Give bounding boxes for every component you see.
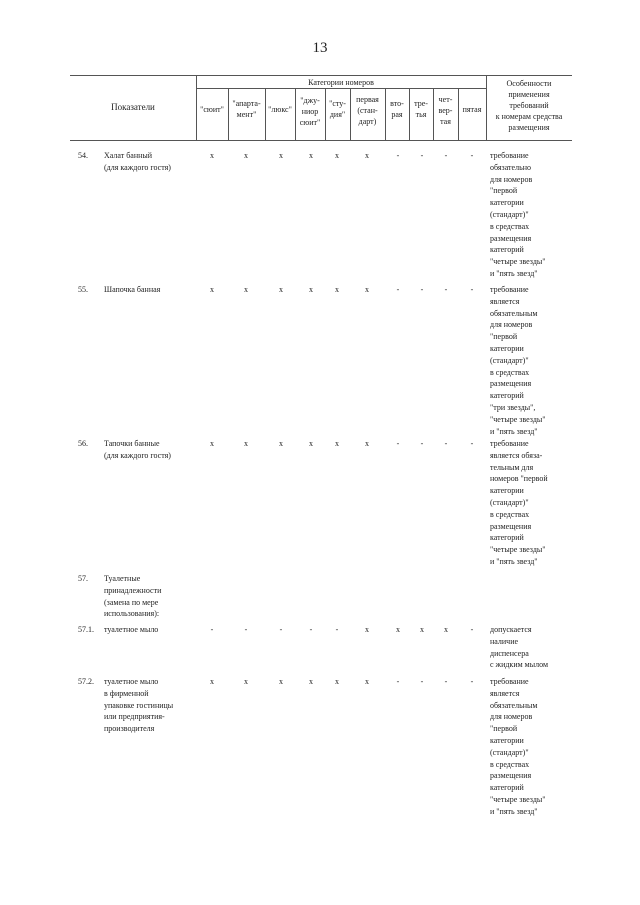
row-number: 55.	[78, 285, 88, 294]
category-mark: x	[335, 677, 339, 686]
row-indicator-name: туалетное мыло в фирменной упаковке гостиницы или предприятия- производителя	[104, 677, 174, 734]
category-header: чет- вер- тая	[438, 95, 453, 126]
row-number: 57.2.	[78, 677, 94, 686]
category-header: "сюит"	[200, 105, 224, 114]
category-mark: x	[244, 151, 248, 160]
category-mark: x	[335, 285, 339, 294]
category-mark: x	[309, 439, 313, 448]
row-feature-note: допускается наличие диспенсера с жидким мылом	[490, 625, 548, 670]
category-mark: -	[470, 677, 474, 686]
category-mark: -	[470, 625, 474, 634]
category-header: "апарта- мент"	[232, 99, 261, 119]
category-mark: -	[396, 151, 400, 160]
category-header: "джу- ниор сюит"	[299, 96, 321, 127]
category-header: первая (стан- дарт)	[356, 95, 379, 126]
category-mark: x	[210, 151, 214, 160]
category-mark: -	[420, 151, 424, 160]
category-mark: -	[244, 625, 248, 634]
category-mark: x	[309, 285, 313, 294]
category-mark: -	[420, 439, 424, 448]
category-mark: -	[396, 439, 400, 448]
category-mark: -	[309, 625, 313, 634]
row-feature-note: требование является обяза- тельным для номеров "первой категории (стандарт)" в средствах размещения категорий "четыре звезды" и "пять звезд"	[490, 439, 548, 566]
features-header: Особенности применения требований к номерам средства размещения	[495, 79, 563, 132]
category-mark: x	[444, 625, 448, 634]
category-mark: x	[210, 285, 214, 294]
category-header: пятая	[462, 105, 482, 114]
category-mark: -	[470, 439, 474, 448]
category-header: вто- рая	[390, 99, 404, 119]
category-mark: x	[365, 625, 369, 634]
row-number: 57.	[78, 574, 88, 583]
row-indicator-name: Туалетные принадлежности (замена по мере использования):	[104, 574, 162, 619]
category-mark: x	[244, 285, 248, 294]
category-mark: -	[470, 151, 474, 160]
table-header-bottom-border	[70, 140, 572, 141]
category-mark: -	[444, 285, 448, 294]
row-indicator-name: туалетное мыло	[104, 625, 159, 634]
category-mark: x	[279, 285, 283, 294]
category-mark: x	[210, 677, 214, 686]
category-header: "люкс"	[268, 105, 292, 114]
category-mark: x	[365, 151, 369, 160]
category-header: "сту- дия"	[329, 99, 346, 119]
category-mark: x	[309, 151, 313, 160]
category-mark: x	[365, 439, 369, 448]
category-mark: x	[365, 285, 369, 294]
row-feature-note: требование обязательно для номеров "первой категории (стандарт)" в средствах размещения категорий "четыре звезды" и "пять звезд"	[490, 151, 546, 278]
row-number: 54.	[78, 151, 88, 160]
category-mark: x	[210, 439, 214, 448]
category-mark: x	[365, 677, 369, 686]
indicators-header: Показатели	[111, 102, 155, 112]
category-mark: -	[470, 285, 474, 294]
category-mark: x	[244, 677, 248, 686]
category-mark: x	[279, 439, 283, 448]
row-indicator-name: Халат банный (для каждого гостя)	[104, 151, 171, 172]
category-mark: -	[335, 625, 339, 634]
category-mark: -	[279, 625, 283, 634]
category-mark: x	[396, 625, 400, 634]
category-header: тре- тья	[414, 99, 428, 119]
category-mark: x	[420, 625, 424, 634]
category-mark: -	[396, 677, 400, 686]
category-mark: x	[335, 439, 339, 448]
category-mark: -	[444, 151, 448, 160]
categories-subheader-line	[196, 88, 486, 89]
category-mark: x	[279, 677, 283, 686]
category-mark: -	[444, 677, 448, 686]
room-categories-header: Категории номеров	[308, 78, 374, 87]
row-feature-note: требование является обязательным для номеров "первой категории (стандарт)" в средствах размещения категорий "три звезды", "четыре звезды" и "пять звезд"	[490, 285, 546, 436]
category-mark: -	[420, 285, 424, 294]
table-top-border	[70, 75, 572, 76]
page-number: 13	[312, 40, 328, 56]
category-mark: x	[279, 151, 283, 160]
category-mark: x	[309, 677, 313, 686]
category-mark: x	[244, 439, 248, 448]
category-mark: -	[210, 625, 214, 634]
category-mark: -	[420, 677, 424, 686]
row-number: 57.1.	[78, 625, 94, 634]
category-mark: -	[444, 439, 448, 448]
category-mark: x	[335, 151, 339, 160]
row-feature-note: требование является обязательным для номеров "первой категории (стандарт)" в средствах размещения категорий "четыре звезды" и "пять звезд"	[490, 677, 546, 816]
row-indicator-name: Тапочки банные (для каждого гостя)	[104, 439, 171, 460]
row-number: 56.	[78, 439, 88, 448]
category-mark: -	[396, 285, 400, 294]
row-indicator-name: Шапочка банная	[104, 285, 161, 294]
